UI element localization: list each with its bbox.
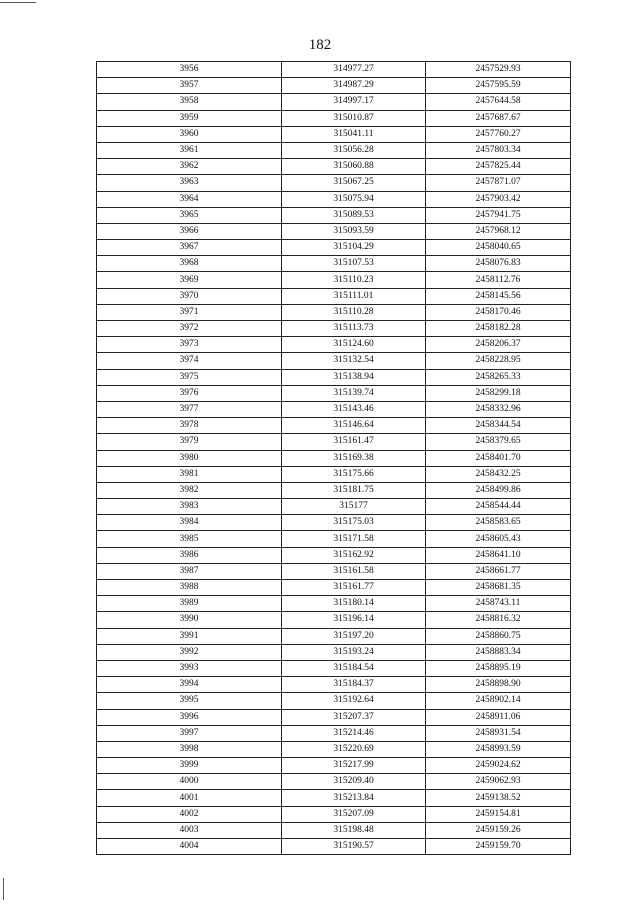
table-row [97,401,571,417]
point-number-cell: 3969 [97,272,282,288]
y-coordinate-cell: 2457595.59 [426,78,571,94]
table-row [97,515,571,531]
table-row [97,725,571,741]
point-number-cell: 3971 [97,304,282,320]
y-coordinate-cell: 2458902.14 [426,693,571,709]
x-coordinate-cell: 315075.94 [282,191,426,207]
table-row [97,790,571,806]
x-coordinate-cell: 315193.24 [282,644,426,660]
y-coordinate-cell: 2457825.44 [426,159,571,175]
y-coordinate-cell: 2458883.34 [426,644,571,660]
y-coordinate-cell: 2458182.28 [426,321,571,337]
x-coordinate-cell: 314987.29 [282,78,426,94]
point-number-cell: 3987 [97,563,282,579]
y-coordinate-cell: 2458895.19 [426,660,571,676]
point-number-cell: 3986 [97,547,282,563]
x-coordinate-cell: 315113.73 [282,321,426,337]
point-number-cell: 3996 [97,709,282,725]
y-coordinate-cell: 2458112.76 [426,272,571,288]
point-number-cell: 3981 [97,466,282,482]
x-coordinate-cell: 315132.54 [282,353,426,369]
x-coordinate-cell: 315196.14 [282,612,426,628]
point-number-cell: 3985 [97,531,282,547]
x-coordinate-cell: 314977.27 [282,62,426,78]
x-coordinate-cell: 315197.20 [282,628,426,644]
table-row [97,369,571,385]
point-number-cell: 3976 [97,385,282,401]
table-row [97,78,571,94]
y-coordinate-cell: 2458931.54 [426,725,571,741]
y-coordinate-cell: 2458344.54 [426,418,571,434]
y-coordinate-cell: 2458641.10 [426,547,571,563]
table-row [97,774,571,790]
point-number-cell: 3970 [97,288,282,304]
table-row [97,418,571,434]
point-number-cell: 4003 [97,822,282,838]
table-row [97,304,571,320]
x-coordinate-cell: 315217.99 [282,758,426,774]
point-number-cell: 3984 [97,515,282,531]
table-row [97,839,571,855]
x-coordinate-cell: 315056.28 [282,142,426,158]
x-coordinate-cell: 315124.60 [282,337,426,353]
y-coordinate-cell: 2458499.86 [426,482,571,498]
x-coordinate-cell: 315161.77 [282,580,426,596]
table-row [97,288,571,304]
x-coordinate-cell: 315207.37 [282,709,426,725]
y-coordinate-cell: 2459138.52 [426,790,571,806]
point-number-cell: 3978 [97,418,282,434]
table-row [97,191,571,207]
point-number-cell: 3963 [97,175,282,191]
x-coordinate-cell: 315181.75 [282,482,426,498]
y-coordinate-cell: 2458401.70 [426,450,571,466]
point-number-cell: 3990 [97,612,282,628]
table-row [97,482,571,498]
point-number-cell: 3975 [97,369,282,385]
point-number-cell: 3995 [97,693,282,709]
point-number-cell: 3999 [97,758,282,774]
y-coordinate-cell: 2458332.96 [426,401,571,417]
x-coordinate-cell: 315198.48 [282,822,426,838]
table-row [97,693,571,709]
table-row [97,644,571,660]
point-number-cell: 3994 [97,677,282,693]
point-number-cell: 3968 [97,256,282,272]
x-coordinate-cell: 315143.46 [282,401,426,417]
table-row [97,353,571,369]
x-coordinate-cell: 315207.09 [282,806,426,822]
y-coordinate-cell: 2458860.75 [426,628,571,644]
y-coordinate-cell: 2458379.65 [426,434,571,450]
y-coordinate-cell: 2457760.27 [426,126,571,142]
point-number-cell: 3959 [97,110,282,126]
point-number-cell: 4002 [97,806,282,822]
table-row [97,110,571,126]
point-number-cell: 3966 [97,223,282,239]
point-number-cell: 3967 [97,240,282,256]
coordinate-table [96,61,571,855]
point-number-cell: 3973 [97,337,282,353]
table-row [97,563,571,579]
y-coordinate-cell: 2457644.58 [426,94,571,110]
y-coordinate-cell: 2458206.37 [426,337,571,353]
point-number-cell: 3965 [97,207,282,223]
point-number-cell: 3964 [97,191,282,207]
x-coordinate-cell: 315177 [282,499,426,515]
table-row [97,660,571,676]
x-coordinate-cell: 315139.74 [282,385,426,401]
point-number-cell: 3982 [97,482,282,498]
point-number-cell: 3957 [97,78,282,94]
table-row [97,628,571,644]
point-number-cell: 4004 [97,839,282,855]
x-coordinate-cell: 315171.58 [282,531,426,547]
y-coordinate-cell: 2457968.12 [426,223,571,239]
x-coordinate-cell: 315213.84 [282,790,426,806]
table-row [97,758,571,774]
y-coordinate-cell: 2458265.33 [426,369,571,385]
point-number-cell: 4001 [97,790,282,806]
point-number-cell: 3962 [97,159,282,175]
point-number-cell: 3993 [97,660,282,676]
table-row [97,159,571,175]
x-coordinate-cell: 315190.57 [282,839,426,855]
point-number-cell: 3956 [97,62,282,78]
y-coordinate-cell: 2458544.44 [426,499,571,515]
y-coordinate-cell: 2458816.32 [426,612,571,628]
x-coordinate-cell: 314997.17 [282,94,426,110]
x-coordinate-cell: 315107.53 [282,256,426,272]
x-coordinate-cell: 315220.69 [282,741,426,757]
point-number-cell: 3972 [97,321,282,337]
y-coordinate-cell: 2457871.07 [426,175,571,191]
point-number-cell: 3983 [97,499,282,515]
y-coordinate-cell: 2459159.26 [426,822,571,838]
x-coordinate-cell: 315104.29 [282,240,426,256]
x-coordinate-cell: 315214.46 [282,725,426,741]
table-row [97,741,571,757]
table-row [97,499,571,515]
x-coordinate-cell: 315060.88 [282,159,426,175]
y-coordinate-cell: 2458145.56 [426,288,571,304]
table-row [97,256,571,272]
y-coordinate-cell: 2459159.70 [426,839,571,855]
y-coordinate-cell: 2458911.06 [426,709,571,725]
coordinate-table-body [97,62,571,855]
scan-margin-mark-bottom [3,878,4,900]
table-row [97,596,571,612]
y-coordinate-cell: 2458040.65 [426,240,571,256]
table-row [97,580,571,596]
page-number: 182 [308,37,332,53]
x-coordinate-cell: 315175.66 [282,466,426,482]
x-coordinate-cell: 315180.14 [282,596,426,612]
x-coordinate-cell: 315111.01 [282,288,426,304]
y-coordinate-cell: 2458993.59 [426,741,571,757]
y-coordinate-cell: 2457941.75 [426,207,571,223]
x-coordinate-cell: 315110.23 [282,272,426,288]
table-row [97,612,571,628]
y-coordinate-cell: 2458605.43 [426,531,571,547]
table-row [97,240,571,256]
x-coordinate-cell: 315192.64 [282,693,426,709]
table-row [97,337,571,353]
table-row [97,126,571,142]
x-coordinate-cell: 315175.03 [282,515,426,531]
x-coordinate-cell: 315110.28 [282,304,426,320]
point-number-cell: 3960 [97,126,282,142]
x-coordinate-cell: 315093.59 [282,223,426,239]
x-coordinate-cell: 315161.47 [282,434,426,450]
table-row [97,450,571,466]
y-coordinate-cell: 2457529.93 [426,62,571,78]
x-coordinate-cell: 315010.87 [282,110,426,126]
scan-margin-mark-top [0,2,36,3]
table-row [97,434,571,450]
y-coordinate-cell: 2458170.46 [426,304,571,320]
x-coordinate-cell: 315184.54 [282,660,426,676]
x-coordinate-cell: 315209.40 [282,774,426,790]
point-number-cell: 3991 [97,628,282,644]
point-number-cell: 3997 [97,725,282,741]
point-number-cell: 3979 [97,434,282,450]
table-row [97,466,571,482]
point-number-cell: 3980 [97,450,282,466]
y-coordinate-cell: 2457803.34 [426,142,571,158]
y-coordinate-cell: 2459154.81 [426,806,571,822]
x-coordinate-cell: 315067.25 [282,175,426,191]
table-row [97,822,571,838]
y-coordinate-cell: 2458299.18 [426,385,571,401]
point-number-cell: 3998 [97,741,282,757]
y-coordinate-cell: 2458076.83 [426,256,571,272]
table-row [97,62,571,78]
table-row [97,677,571,693]
y-coordinate-cell: 2458661.77 [426,563,571,579]
table-row [97,806,571,822]
table-row [97,709,571,725]
y-coordinate-cell: 2459062.93 [426,774,571,790]
table-row [97,547,571,563]
y-coordinate-cell: 2458228.95 [426,353,571,369]
table-row [97,385,571,401]
x-coordinate-cell: 315041.11 [282,126,426,142]
point-number-cell: 3958 [97,94,282,110]
y-coordinate-cell: 2458583.65 [426,515,571,531]
y-coordinate-cell: 2457687.67 [426,110,571,126]
table-row [97,272,571,288]
point-number-cell: 3988 [97,580,282,596]
point-number-cell: 3989 [97,596,282,612]
y-coordinate-cell: 2458432.25 [426,466,571,482]
point-number-cell: 3974 [97,353,282,369]
y-coordinate-cell: 2458743.11 [426,596,571,612]
y-coordinate-cell: 2458681.35 [426,580,571,596]
y-coordinate-cell: 2457903.42 [426,191,571,207]
x-coordinate-cell: 315138.94 [282,369,426,385]
table-row [97,94,571,110]
x-coordinate-cell: 315161.58 [282,563,426,579]
table-row [97,531,571,547]
point-number-cell: 3977 [97,401,282,417]
x-coordinate-cell: 315169.38 [282,450,426,466]
point-number-cell: 4000 [97,774,282,790]
x-coordinate-cell: 315162.92 [282,547,426,563]
x-coordinate-cell: 315146.64 [282,418,426,434]
table-row [97,207,571,223]
point-number-cell: 3961 [97,142,282,158]
table-row [97,175,571,191]
x-coordinate-cell: 315089.53 [282,207,426,223]
x-coordinate-cell: 315184.37 [282,677,426,693]
y-coordinate-cell: 2459024.62 [426,758,571,774]
table-row [97,223,571,239]
table-row [97,321,571,337]
table-row [97,142,571,158]
point-number-cell: 3992 [97,644,282,660]
y-coordinate-cell: 2458898.90 [426,677,571,693]
